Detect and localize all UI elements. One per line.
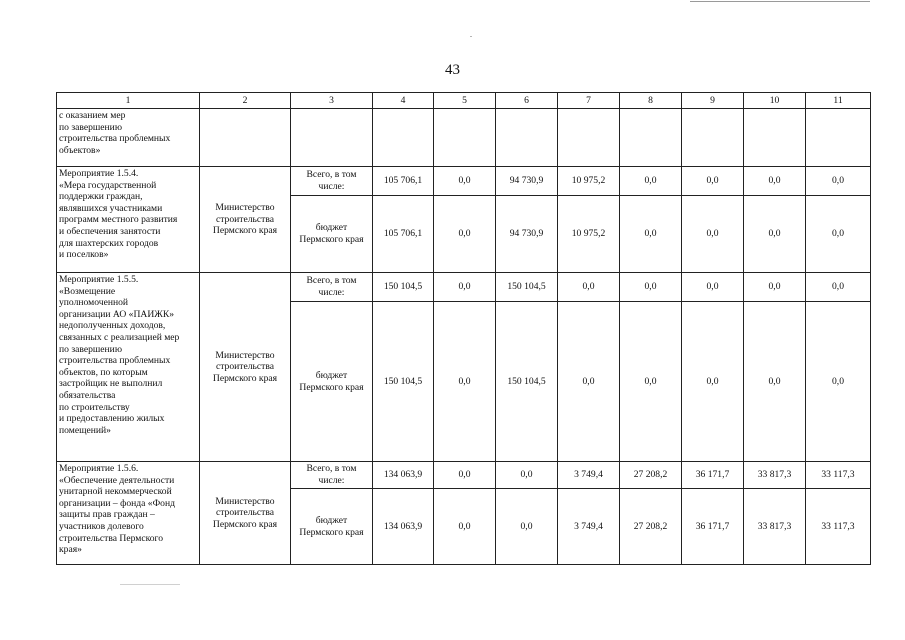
amount-cell: 94 730,9 xyxy=(496,196,558,273)
amount-cell: 3 749,4 xyxy=(558,489,620,565)
amount-cell: 0,0 xyxy=(806,167,871,196)
amount-cell: 0,0 xyxy=(682,196,744,273)
amount-cell: 0,0 xyxy=(682,302,744,462)
empty-cell xyxy=(434,109,496,167)
amount-cell: 27 208,2 xyxy=(620,462,682,489)
amount-cell: 36 171,7 xyxy=(682,489,744,565)
amount-cell: 0,0 xyxy=(806,273,871,302)
column-number: 3 xyxy=(291,93,373,109)
scan-speck xyxy=(470,36,472,37)
column-number: 5 xyxy=(434,93,496,109)
amount-cell: 10 975,2 xyxy=(558,196,620,273)
empty-cell xyxy=(682,109,744,167)
page-number: 43 xyxy=(445,62,460,78)
funding-source-cell: бюджет Пермского края xyxy=(291,302,373,462)
funding-source-cell: Всего, в том числе: xyxy=(291,167,373,196)
amount-cell: 33 117,3 xyxy=(806,489,871,565)
empty-cell xyxy=(620,109,682,167)
empty-cell xyxy=(558,109,620,167)
amount-cell: 0,0 xyxy=(682,273,744,302)
amount-cell: 105 706,1 xyxy=(373,196,434,273)
executor-cell: Министерство строительства Пермского края xyxy=(200,167,291,273)
amount-cell: 0,0 xyxy=(496,462,558,489)
amount-cell: 0,0 xyxy=(620,302,682,462)
funding-source-cell: бюджет Пермского края xyxy=(291,489,373,565)
column-number: 4 xyxy=(373,93,434,109)
column-number: 2 xyxy=(200,93,291,109)
empty-cell xyxy=(200,109,291,167)
empty-cell xyxy=(291,109,373,167)
empty-cell xyxy=(373,109,434,167)
funding-source-cell: Всего, в том числе: xyxy=(291,462,373,489)
empty-cell xyxy=(496,109,558,167)
empty-cell xyxy=(806,109,871,167)
measure-total-row xyxy=(57,167,871,196)
column-number: 1 xyxy=(57,93,200,109)
amount-cell: 0,0 xyxy=(744,167,806,196)
amount-cell: 0,0 xyxy=(744,273,806,302)
amount-cell: 0,0 xyxy=(434,462,496,489)
scan-speck xyxy=(120,584,180,585)
amount-cell: 0,0 xyxy=(434,489,496,565)
amount-cell: 0,0 xyxy=(620,167,682,196)
amount-cell: 150 104,5 xyxy=(496,302,558,462)
empty-cell xyxy=(744,109,806,167)
funding-source-cell: Всего, в том числе: xyxy=(291,273,373,302)
continuation-row xyxy=(57,109,871,167)
column-number-row xyxy=(57,93,871,109)
amount-cell: 150 104,5 xyxy=(373,302,434,462)
measure-total-row xyxy=(57,273,871,302)
amount-cell: 0,0 xyxy=(558,302,620,462)
amount-cell: 0,0 xyxy=(744,196,806,273)
column-number: 7 xyxy=(558,93,620,109)
column-number: 10 xyxy=(744,93,806,109)
column-number: 11 xyxy=(806,93,871,109)
amount-cell: 27 208,2 xyxy=(620,489,682,565)
amount-cell: 134 063,9 xyxy=(373,489,434,565)
amount-cell: 0,0 xyxy=(620,196,682,273)
amount-cell: 0,0 xyxy=(496,489,558,565)
amount-cell: 10 975,2 xyxy=(558,167,620,196)
amount-cell: 36 171,7 xyxy=(682,462,744,489)
scan-edge-line xyxy=(690,1,870,2)
amount-cell: 0,0 xyxy=(558,273,620,302)
amount-cell: 150 104,5 xyxy=(373,273,434,302)
funding-source-cell: бюджет Пермского края xyxy=(291,196,373,273)
amount-cell: 134 063,9 xyxy=(373,462,434,489)
executor-cell: Министерство строительства Пермского края xyxy=(200,273,291,462)
amount-cell: 33 117,3 xyxy=(806,462,871,489)
measure-description: с оказанием мер по завершению строительства проблемных объектов» xyxy=(57,109,200,167)
column-number: 8 xyxy=(620,93,682,109)
amount-cell: 0,0 xyxy=(620,273,682,302)
measure-description: Мероприятие 1.5.4. «Мера государственной поддержки граждан, являвшихся участниками программ местного развития и обеспечения занятости для шахтерских городов и поселков» xyxy=(57,167,200,273)
amount-cell: 3 749,4 xyxy=(558,462,620,489)
amount-cell: 0,0 xyxy=(434,167,496,196)
column-number: 9 xyxy=(682,93,744,109)
measure-total-row xyxy=(57,462,871,489)
amount-cell: 94 730,9 xyxy=(496,167,558,196)
amount-cell: 0,0 xyxy=(806,302,871,462)
amount-cell: 0,0 xyxy=(806,196,871,273)
amount-cell: 0,0 xyxy=(434,273,496,302)
amount-cell: 0,0 xyxy=(744,302,806,462)
amount-cell: 0,0 xyxy=(434,302,496,462)
budget-table xyxy=(56,92,871,565)
amount-cell: 33 817,3 xyxy=(744,462,806,489)
measure-description: Мероприятие 1.5.5. «Возмещение уполномоченной организации АО «ПАИЖК» недополученных доходов, связанных с реализацией мер по завершению строительства проблемных объектов, по которым застройщик не выполнил обязательства по строительству и предоставлению жилых помещений» xyxy=(57,273,200,462)
executor-cell: Министерство строительства Пермского края xyxy=(200,462,291,565)
column-number: 6 xyxy=(496,93,558,109)
amount-cell: 105 706,1 xyxy=(373,167,434,196)
amount-cell: 150 104,5 xyxy=(496,273,558,302)
amount-cell: 0,0 xyxy=(682,167,744,196)
measure-description: Мероприятие 1.5.6. «Обеспечение деятельности унитарной некоммерческой организации – фонда «Фонд защиты прав граждан – участников долевого строительства Пермского края» xyxy=(57,462,200,565)
amount-cell: 33 817,3 xyxy=(744,489,806,565)
amount-cell: 0,0 xyxy=(434,196,496,273)
